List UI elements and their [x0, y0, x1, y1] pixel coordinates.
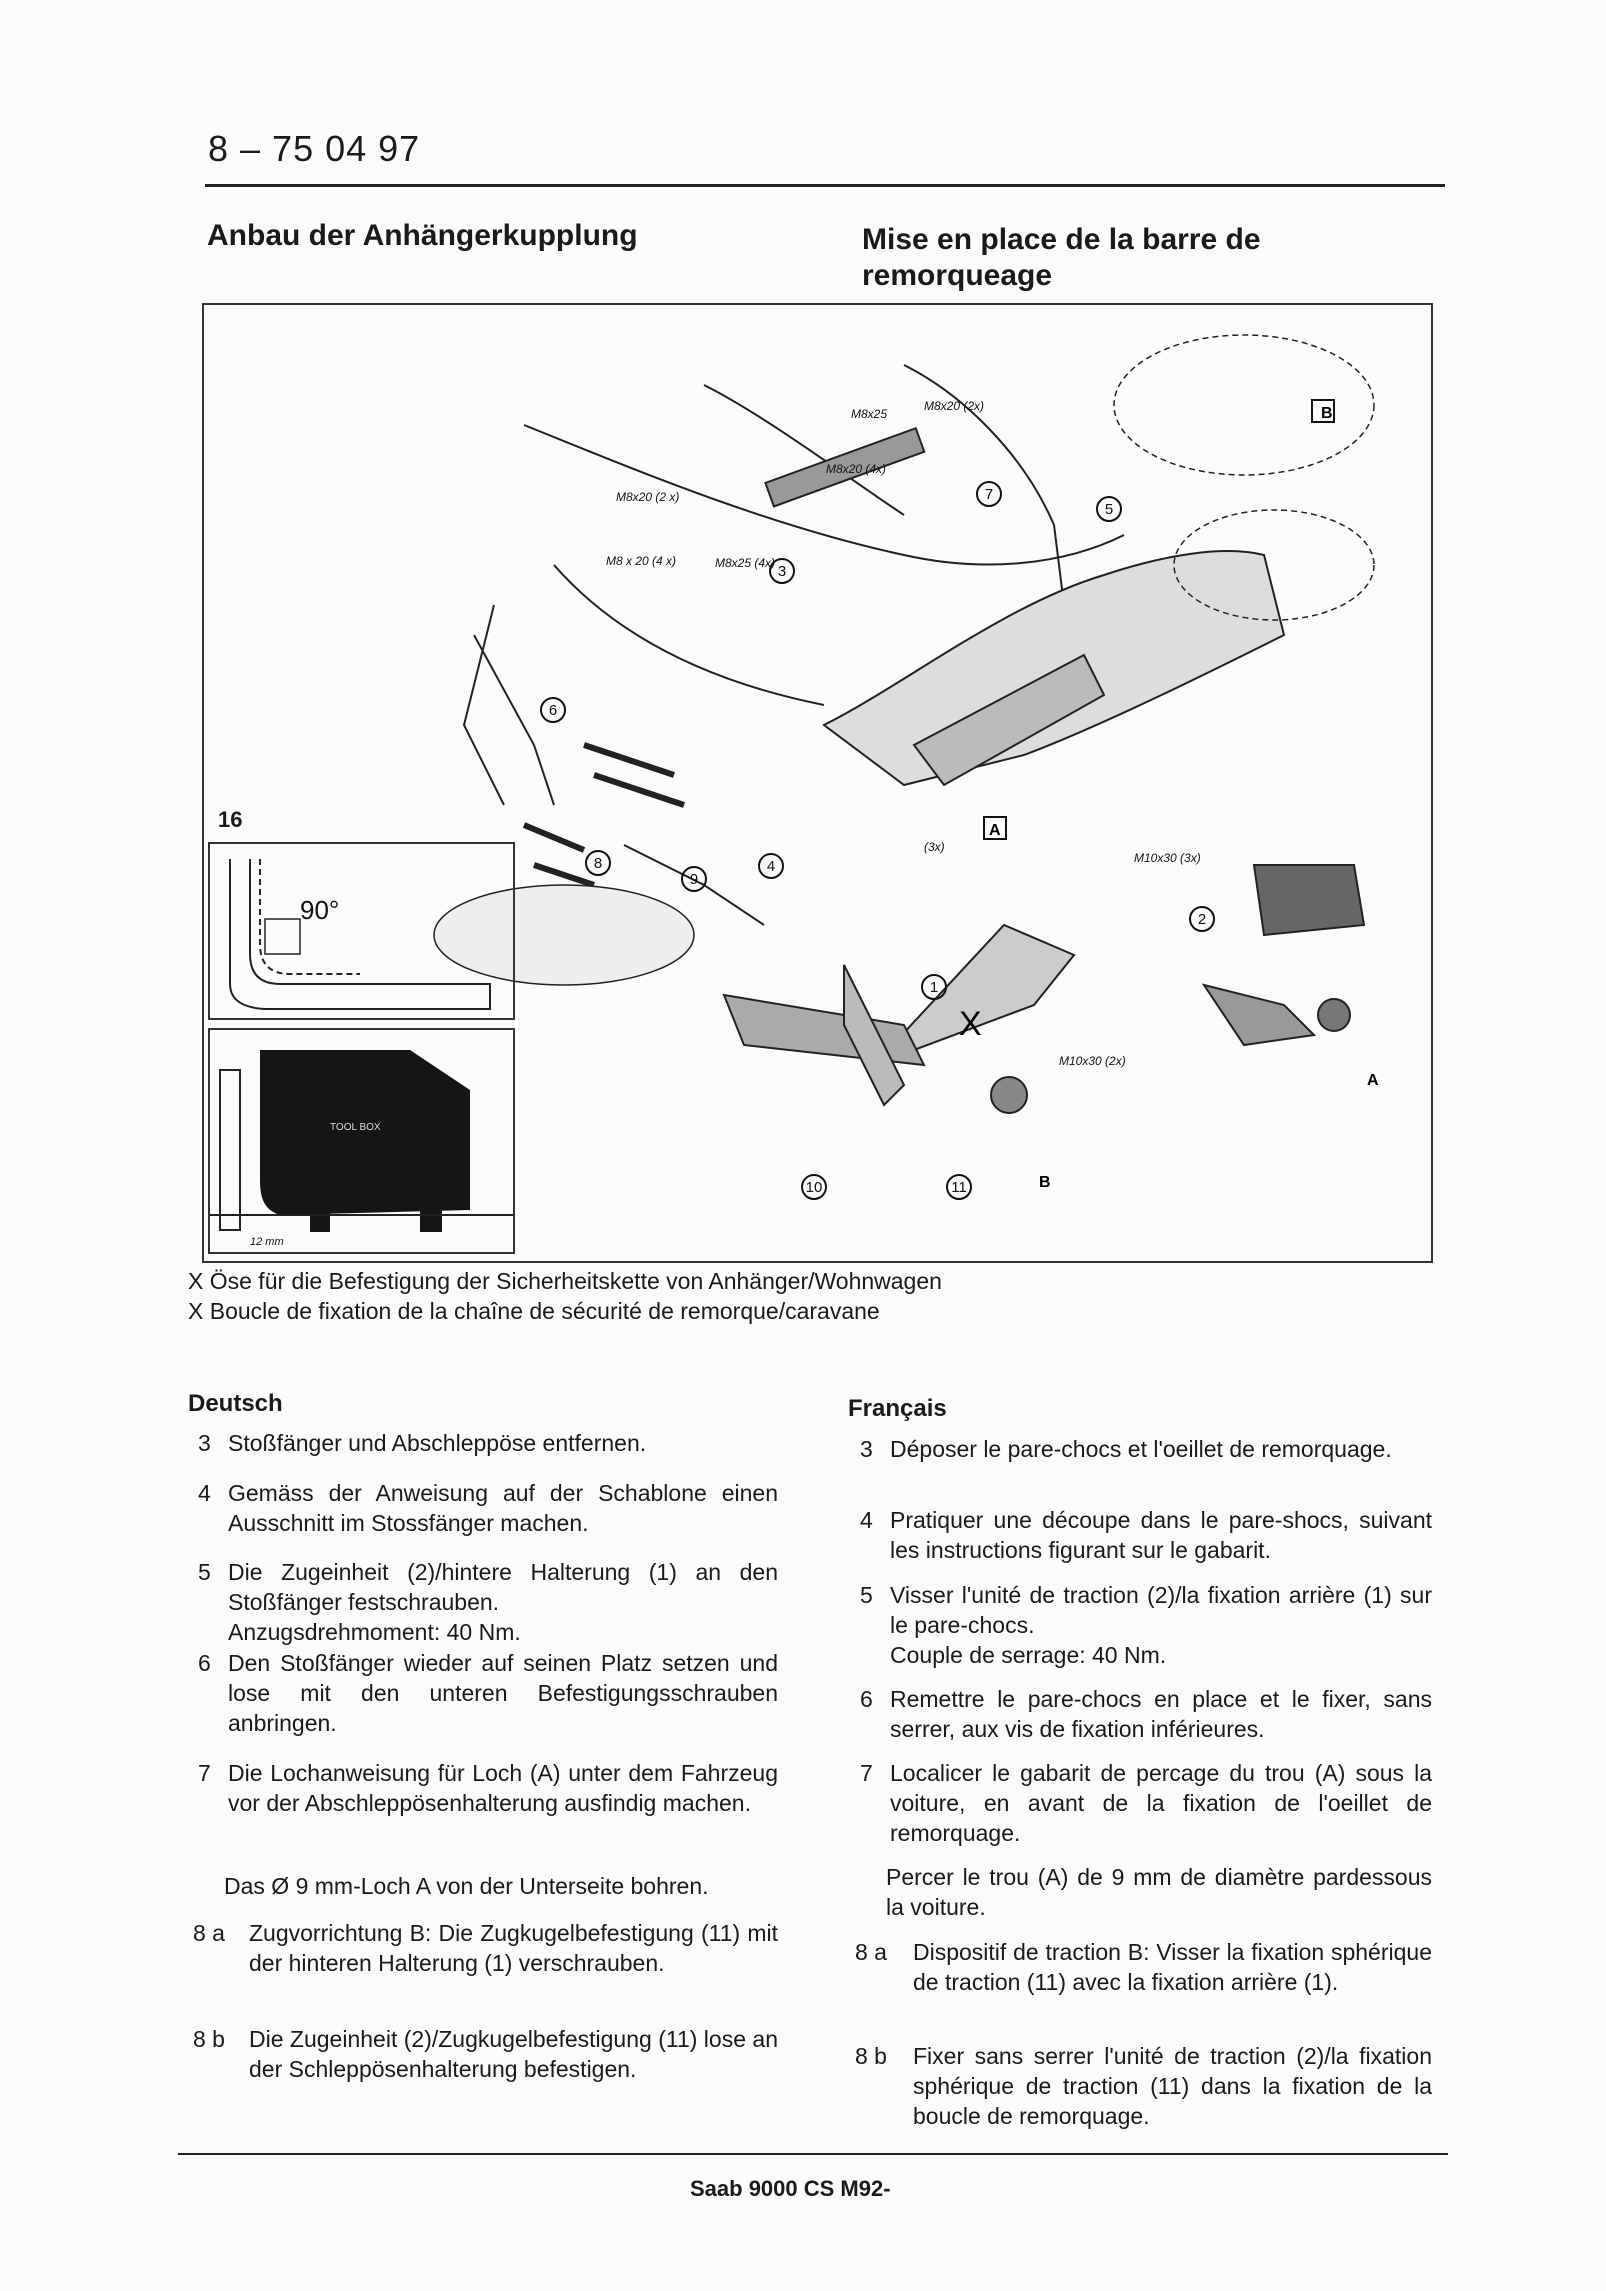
bolt-label-m8x20-4x-left: M8 x 20 (4 x) [606, 554, 677, 568]
section-heading-deutsch: Deutsch [188, 1390, 283, 1417]
svg-text:3: 3 [777, 563, 787, 580]
letter-a-hitch: A [1367, 1072, 1379, 1089]
letter-b-inset: B [1321, 405, 1333, 422]
bolt-label-m8x20-2x-left: M8x20 (2 x) [616, 490, 680, 504]
bolt-label-m8x25-4x: M8x25 (4x) [715, 556, 776, 570]
part-marker-3 [770, 559, 794, 583]
footer-model: Saab 9000 CS M92- [690, 2176, 891, 2201]
bolt-label-m8x25: M8x25 [851, 407, 888, 421]
svg-text:4: 4 [766, 858, 776, 875]
title-german: Anbau der Anhängerkupplung [207, 219, 638, 252]
svg-text:11: 11 [951, 1179, 967, 1196]
section-heading-francais: Français [848, 1395, 947, 1422]
letter-x: X [959, 1005, 982, 1043]
bolt-label-m10x30-2x: M10x30 (2x) [1059, 1054, 1126, 1068]
part-marker-6 [541, 698, 565, 722]
part-marker-7 [977, 482, 1001, 506]
part-marker-5 [1097, 497, 1121, 521]
part-marker-10 [802, 1175, 826, 1199]
part-marker-9 [682, 867, 706, 891]
part-marker-11 [947, 1175, 971, 1199]
part-marker-1 [922, 975, 946, 999]
svg-text:2: 2 [1197, 911, 1207, 928]
bolt-label-m8x20-4x-top: M8x20 (4x) [826, 462, 887, 476]
svg-text:9: 9 [689, 871, 699, 888]
inset-toolbox-detail [208, 1028, 515, 1254]
letter-a-box: A [989, 822, 1001, 839]
inset-angle-detail [208, 842, 515, 1020]
svg-text:10: 10 [805, 1179, 823, 1196]
part-marker-2 [1190, 907, 1214, 931]
svg-text:5: 5 [1104, 501, 1114, 518]
svg-text:6: 6 [548, 702, 558, 719]
svg-text:7: 7 [984, 486, 994, 503]
part-marker-8 [586, 851, 610, 875]
title-french: Mise en place de la barre de remorqueage [862, 223, 1261, 292]
figure-caption-french: X Boucle de fixation de la chaîne de sécurité de remorque/caravane [188, 1298, 880, 1324]
bolt-label-m10x30-3x: M10x30 (3x) [1134, 851, 1201, 865]
letter-b-hitch: B [1039, 1174, 1051, 1191]
svg-text:8: 8 [593, 855, 603, 872]
figure-number: 16 [218, 807, 243, 832]
bottom-divider [178, 2153, 1448, 2155]
top-divider [205, 184, 1445, 187]
toolbox-label: TOOL BOX [330, 1122, 381, 1133]
bolt-label-3x: (3x) [924, 840, 945, 854]
bolt-label-m8x20-2x-top: M8x20 (2x) [924, 399, 985, 413]
angle-label: 90° [300, 895, 340, 925]
page-number: 8 – 75 04 97 [208, 128, 421, 169]
figure-caption-german: X Öse für die Befestigung der Sicherheitskette von Anhänger/Wohnwagen [188, 1268, 942, 1294]
svg-text:1: 1 [929, 979, 939, 996]
gap-label: 12 mm [250, 1236, 284, 1248]
part-marker-4 [759, 854, 783, 878]
